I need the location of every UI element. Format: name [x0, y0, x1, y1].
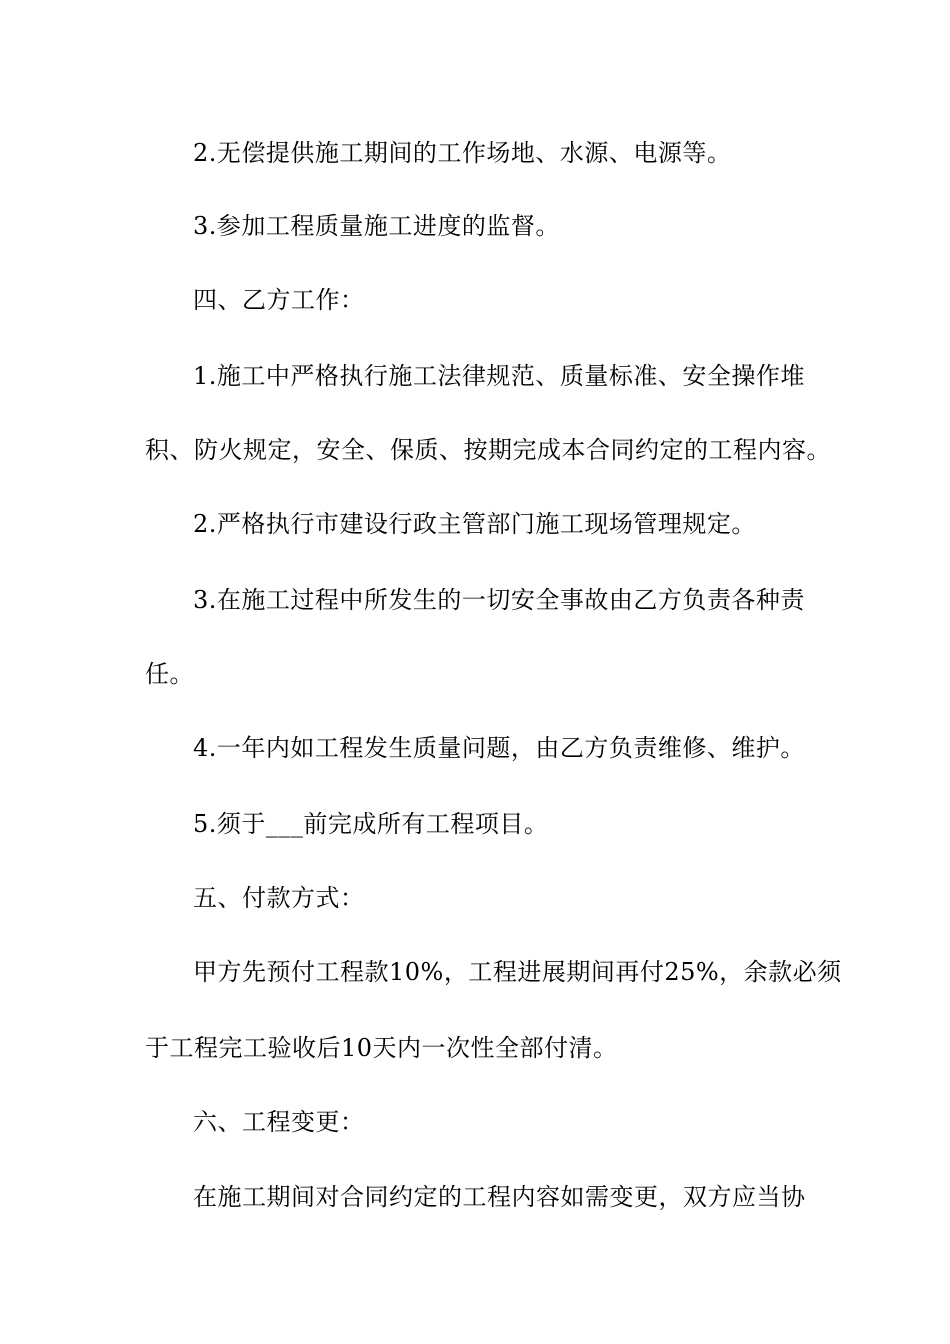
section-heading: 五、付款方式：: [193, 884, 365, 912]
paragraph-line: 于工程完工验收后10天内一次性全部付清。: [145, 1034, 618, 1062]
paragraph-line: 3.参加工程质量施工进度的监督。: [193, 212, 560, 240]
paragraph-line: 4.一年内如工程发生质量问题，由乙方负责维修、维护。: [193, 734, 805, 762]
paragraph-line: 甲方先预付工程款10%，工程进展期间再付25%，余款必须: [193, 958, 842, 986]
paragraph-line: 在施工期间对合同约定的工程内容如需变更，双方应当协: [193, 1183, 806, 1211]
paragraph-line: 1.施工中严格执行施工法律规范、质量标准、安全操作堆: [193, 362, 805, 390]
section-heading: 六、工程变更：: [193, 1108, 365, 1136]
paragraph-line: 2.严格执行市建设行政主管部门施工现场管理规定。: [193, 510, 756, 538]
paragraph-line: 积、防火规定，安全、保质、按期完成本合同约定的工程内容。: [145, 436, 831, 464]
paragraph-line: 任。: [145, 660, 194, 688]
paragraph-line: 2.无偿提供施工期间的工作场地、水源、电源等。: [193, 139, 732, 167]
paragraph-line: 3.在施工过程中所发生的一切安全事故由乙方负责各种责: [193, 586, 805, 614]
paragraph-line: 5.须于___前完成所有工程项目。: [193, 810, 549, 838]
section-heading: 四、乙方工作：: [193, 286, 365, 314]
